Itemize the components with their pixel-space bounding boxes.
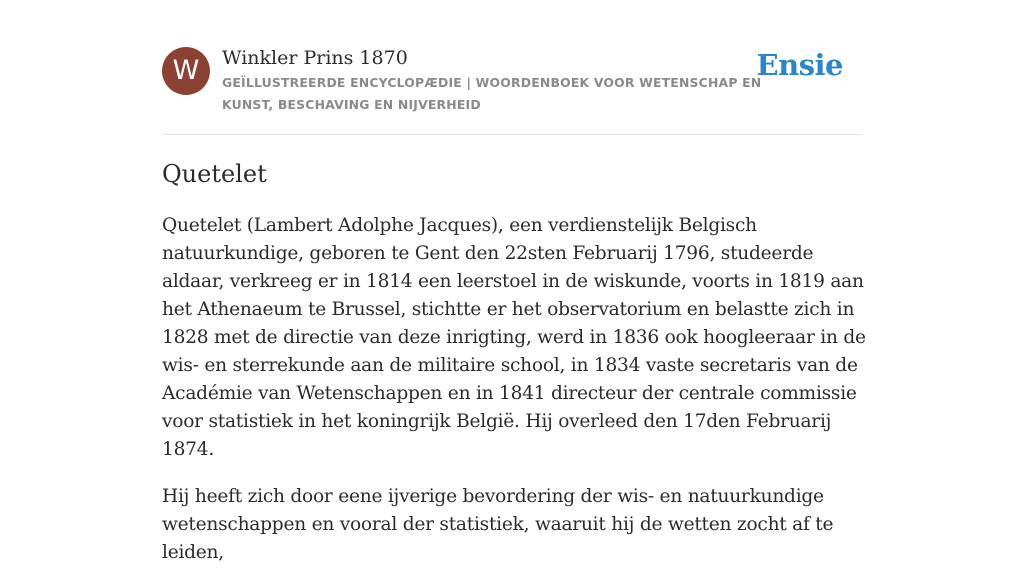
source-header <box>162 0 863 135</box>
source-info <box>222 44 762 116</box>
article-body <box>162 212 870 586</box>
source-subtitle: GEÏLLUSTREERDE ENCYCLOPÆDIE | WOORDENBOEK VOOR WETENSCHAP EN KUNST, BESCHAVING EN NIJVERHEID <box>222 75 762 112</box>
article-paragraph: Hij heeft zich door eene ijverige bevordering der wis- en natuurkundige wetenschappen en vooral der statistiek, waaruit hij de wetten zocht af te leiden, <box>162 486 834 563</box>
article-title: Quetelet <box>162 160 267 188</box>
article-paragraph: Quetelet (Lambert Adolphe Jacques), een verdienstelijk Belgisch natuurkundige, geboren te Gent den 22sten Februarij 1796, studeerde aldaar, verkreeg er in 1814 een leerstoel in de wiskunde, voorts in 1819 aan het Athenaeum te Brussel, stichtte er het observatorium en belastte zich in 1828 met de directie van deze inrigting, werd in 1836 ook hoogleeraar in de wis- en sterrekunde aan de militaire school, in 1834 vaste secretaris van de Académie van Wetenschappen en in 1841 directeur der centrale commissie voor statistiek in het koningrijk België. Hij overleed den 17den Februarij 1874. <box>162 215 866 460</box>
source-title[interactable]: Winkler Prins 1870 <box>222 47 408 69</box>
source-avatar[interactable]: W <box>162 47 210 95</box>
ensie-logo[interactable]: Ensie <box>756 48 843 82</box>
content-column <box>162 0 866 563</box>
